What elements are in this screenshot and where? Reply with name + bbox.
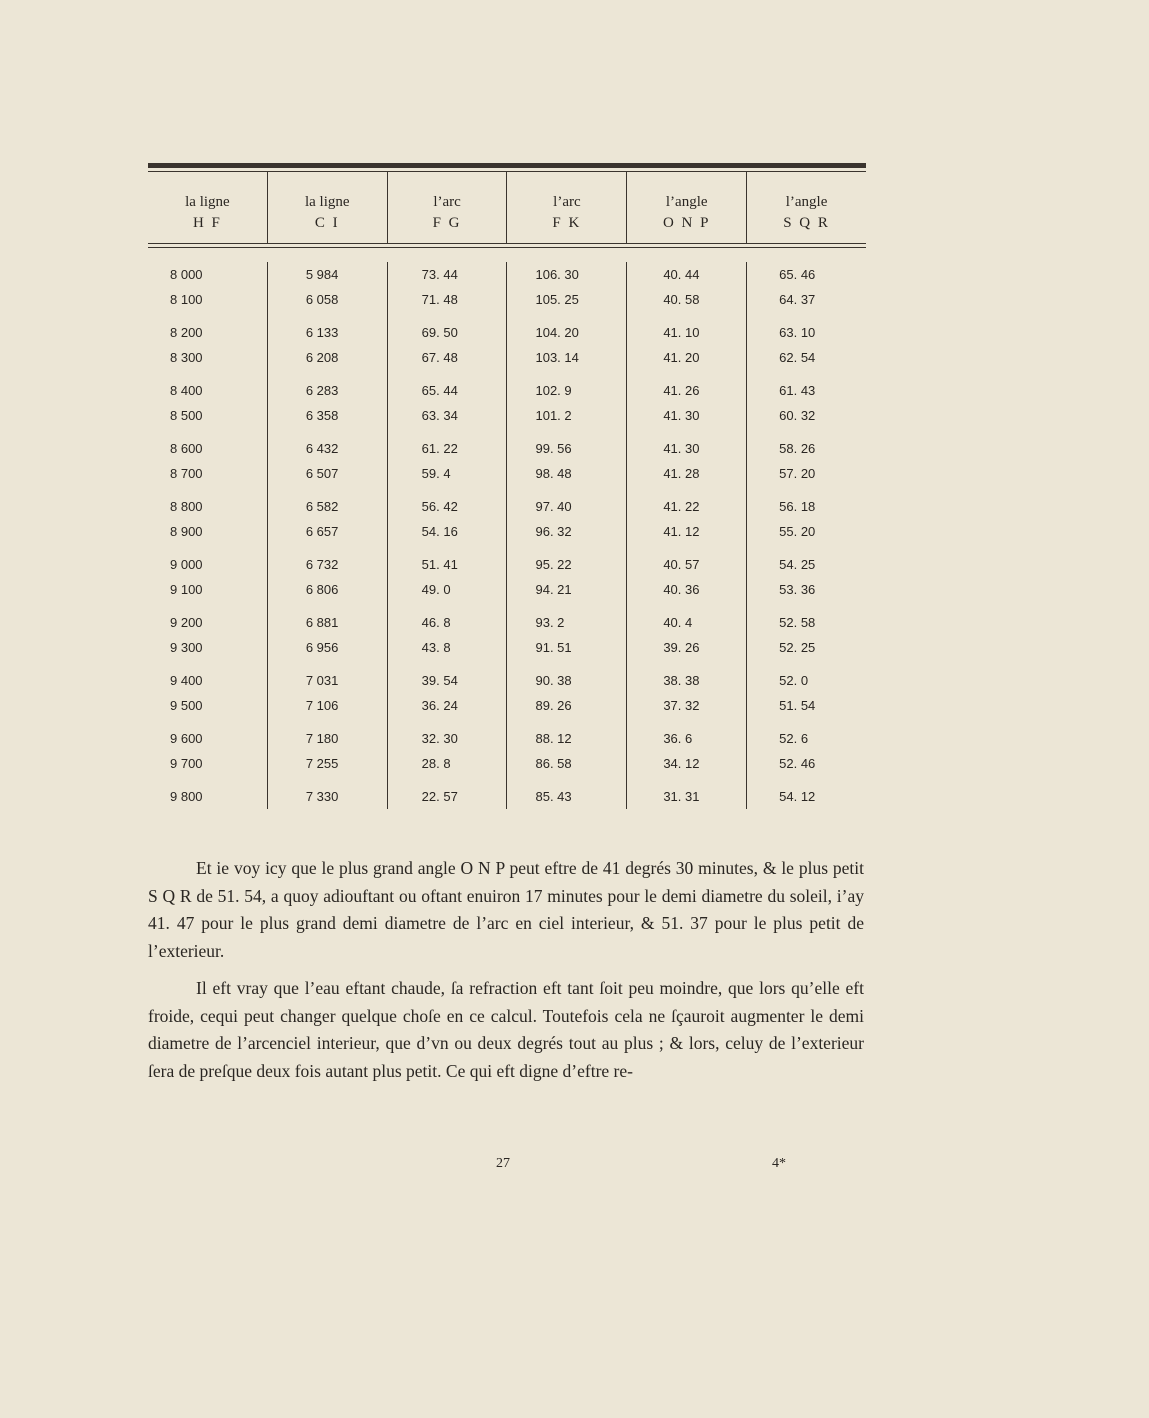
row-gap <box>268 776 387 784</box>
row-gap <box>627 660 746 668</box>
header-line1: l’angle <box>785 194 828 210</box>
table-cell: 31. 31 <box>663 789 700 804</box>
table-cell: 89. 26 <box>535 698 572 713</box>
table-cell: 60. 32 <box>779 408 816 423</box>
row-gap <box>388 428 507 436</box>
header-line2: C I <box>314 215 340 231</box>
table-cell: 40. 44 <box>663 267 700 282</box>
row-gap <box>268 544 387 552</box>
row-gap <box>268 312 387 320</box>
table-cell: 61. 22 <box>421 441 458 456</box>
table-cell: 65. 46 <box>779 267 816 282</box>
table-top-rule <box>148 163 866 168</box>
table-cell: 38. 38 <box>663 673 700 688</box>
table-cell: 41. 26 <box>663 383 700 398</box>
row-gap <box>507 312 626 320</box>
table-cell: 6 881 <box>305 615 339 630</box>
table-cell: 101. 2 <box>535 408 572 423</box>
row-gap <box>388 312 507 320</box>
table-cell: 41. 10 <box>663 325 700 340</box>
table-cell: 103. 14 <box>535 350 579 365</box>
table-cell: 94. 21 <box>535 582 572 597</box>
table-cell: 8 400 <box>170 383 203 398</box>
row-gap <box>268 428 387 436</box>
table-cell: 85. 43 <box>535 789 572 804</box>
header-sqr <box>747 172 866 243</box>
table-cell: 8 200 <box>170 325 203 340</box>
table-column <box>148 262 268 809</box>
table-column <box>507 262 627 809</box>
row-gap <box>148 312 267 320</box>
table-cell: 41. 30 <box>663 408 700 423</box>
table-cell: 6 657 <box>305 524 339 539</box>
table-cell: 52. 25 <box>779 640 816 655</box>
page-number: 27 <box>496 1156 510 1171</box>
row-gap <box>148 544 267 552</box>
row-gap <box>388 544 507 552</box>
row-gap <box>148 370 267 378</box>
table-cell: 41. 12 <box>663 524 700 539</box>
row-gap <box>268 602 387 610</box>
data-table <box>148 163 866 809</box>
table-cell: 63. 34 <box>421 408 458 423</box>
table-cell: 5 984 <box>305 267 339 282</box>
table-cell: 36. 6 <box>663 731 693 746</box>
table-cell: 40. 4 <box>663 615 693 630</box>
table-cell: 7 106 <box>305 698 339 713</box>
table-cell: 43. 8 <box>421 640 451 655</box>
table-cell: 8 600 <box>170 441 203 456</box>
row-gap <box>507 370 626 378</box>
table-cell: 55. 20 <box>779 524 816 539</box>
row-gap <box>148 776 267 784</box>
table-cell: 90. 38 <box>535 673 572 688</box>
table-cell: 32. 30 <box>421 731 458 746</box>
row-gap <box>148 486 267 494</box>
table-cell: 54. 25 <box>779 557 816 572</box>
table-cell: 6 956 <box>305 640 339 655</box>
header-line2: H F <box>192 215 222 231</box>
paragraph: Il eft vray que l’eau eftant chaude, ſa refraction eft tant ſoit peu moindre, que lors qu’elle eft froide, cequi peut changer quelque choſe en ce calcul. Toutefois cela ne ſçauroit augmenter le demi diametre de l’arcenciel interieur, que d’vn ou deux degrés tout au plus ; & lors, celuy de l’exterieur ſera de preſque deux fois autant plus petit. Ce qui eft digne d’eftre re- <box>148 978 864 1081</box>
row-gap <box>627 486 746 494</box>
table-cell: 39. 26 <box>663 640 700 655</box>
row-gap <box>148 602 267 610</box>
header-hf <box>148 172 268 243</box>
table-cell: 9 000 <box>170 557 203 572</box>
table-header-row <box>148 172 866 243</box>
table-cell: 41. 20 <box>663 350 700 365</box>
body-text <box>148 855 864 1095</box>
table-cell: 98. 48 <box>535 466 572 481</box>
table-cell: 106. 30 <box>535 267 579 282</box>
row-gap <box>627 428 746 436</box>
table-cell: 6 507 <box>305 466 339 481</box>
table-cell: 36. 24 <box>421 698 458 713</box>
table-cell: 22. 57 <box>421 789 458 804</box>
row-gap <box>747 544 866 552</box>
table-cell: 9 800 <box>170 789 203 804</box>
header-line2: S Q R <box>783 215 830 231</box>
header-line1: l’arc <box>433 194 461 210</box>
table-cell: 73. 44 <box>421 267 458 282</box>
table-cell: 97. 40 <box>535 499 572 514</box>
row-gap <box>747 486 866 494</box>
header-fg <box>388 172 508 243</box>
table-cell: 9 700 <box>170 756 203 771</box>
table-cell: 6 058 <box>305 292 339 307</box>
table-cell: 54. 12 <box>779 789 816 804</box>
row-gap <box>388 370 507 378</box>
row-gap <box>507 486 626 494</box>
table-column <box>627 262 747 809</box>
header-line2: O N P <box>662 215 711 231</box>
table-cell: 91. 51 <box>535 640 572 655</box>
row-gap <box>268 660 387 668</box>
table-cell: 7 031 <box>305 673 339 688</box>
row-gap <box>747 312 866 320</box>
row-gap <box>627 776 746 784</box>
row-gap <box>148 660 267 668</box>
header-line1: l’arc <box>553 194 581 210</box>
header-line1: l’angle <box>665 194 708 210</box>
table-column <box>747 262 866 809</box>
table-cell: 8 300 <box>170 350 203 365</box>
table-cell: 8 000 <box>170 267 203 282</box>
row-gap <box>507 428 626 436</box>
row-gap <box>148 718 267 726</box>
table-cell: 6 432 <box>305 441 339 456</box>
table-cell: 7 330 <box>305 789 339 804</box>
paragraph: Et ie voy icy que le plus grand angle O N P peut eftre de 41 degrés 30 minutes, & le plus petit S Q R de 51. 54, a quoy adiouftant ou oftant enuiron 17 minutes pour le demi diametre du soleil, i’ay 41. 47 pour le plus grand demi diametre de l’arc en ciel interieur, & 51. 37 pour le plus petit de l’exterieur. <box>148 858 864 961</box>
table-cell: 6 133 <box>305 325 339 340</box>
table-cell: 9 600 <box>170 731 203 746</box>
table-cell: 28. 8 <box>421 756 451 771</box>
table-cell: 71. 48 <box>421 292 458 307</box>
table-cell: 86. 58 <box>535 756 572 771</box>
table-cell: 63. 10 <box>779 325 816 340</box>
table-cell: 9 200 <box>170 615 203 630</box>
table-cell: 9 500 <box>170 698 203 713</box>
table-cell: 96. 32 <box>535 524 572 539</box>
table-cell: 95. 22 <box>535 557 572 572</box>
table-cell: 7 180 <box>305 731 339 746</box>
row-gap <box>268 486 387 494</box>
table-cell: 41. 22 <box>663 499 700 514</box>
row-gap <box>747 602 866 610</box>
table-cell: 40. 58 <box>663 292 700 307</box>
table-cell: 56. 42 <box>421 499 458 514</box>
row-gap <box>627 312 746 320</box>
row-gap <box>148 428 267 436</box>
table-cell: 58. 26 <box>779 441 816 456</box>
table-cell: 6 582 <box>305 499 339 514</box>
table-cell: 52. 0 <box>779 673 809 688</box>
row-gap <box>268 370 387 378</box>
table-cell: 105. 25 <box>535 292 579 307</box>
table-cell: 6 358 <box>305 408 339 423</box>
table-cell: 51. 41 <box>421 557 458 572</box>
row-gap <box>747 660 866 668</box>
table-cell: 69. 50 <box>421 325 458 340</box>
table-cell: 99. 56 <box>535 441 572 456</box>
table-cell: 6 283 <box>305 383 339 398</box>
table-cell: 65. 44 <box>421 383 458 398</box>
table-cell: 39. 54 <box>421 673 458 688</box>
table-cell: 9 100 <box>170 582 203 597</box>
table-cell: 67. 48 <box>421 350 458 365</box>
signature-mark: 4* <box>772 1156 786 1171</box>
table-cell: 9 300 <box>170 640 203 655</box>
table-cell: 40. 57 <box>663 557 700 572</box>
table-cell: 59. 4 <box>421 466 451 481</box>
header-line2: F K <box>552 215 582 231</box>
row-gap <box>388 602 507 610</box>
table-cell: 8 800 <box>170 499 203 514</box>
table-cell: 49. 0 <box>421 582 451 597</box>
table-cell: 88. 12 <box>535 731 572 746</box>
table-cell: 6 208 <box>305 350 339 365</box>
header-onp <box>627 172 747 243</box>
row-gap <box>627 370 746 378</box>
row-gap <box>747 428 866 436</box>
row-gap <box>388 718 507 726</box>
table-cell: 64. 37 <box>779 292 816 307</box>
table-cell: 57. 20 <box>779 466 816 481</box>
table-cell: 8 100 <box>170 292 203 307</box>
row-gap <box>388 660 507 668</box>
table-cell: 56. 18 <box>779 499 816 514</box>
table-cell: 41. 30 <box>663 441 700 456</box>
row-gap <box>507 776 626 784</box>
row-gap <box>388 486 507 494</box>
header-ci <box>268 172 388 243</box>
row-gap <box>627 544 746 552</box>
table-cell: 37. 32 <box>663 698 700 713</box>
row-gap <box>627 602 746 610</box>
table-cell: 41. 28 <box>663 466 700 481</box>
table-cell: 40. 36 <box>663 582 700 597</box>
table-cell: 6 806 <box>305 582 339 597</box>
table-cell: 52. 58 <box>779 615 816 630</box>
row-gap <box>268 718 387 726</box>
table-cell: 102. 9 <box>535 383 572 398</box>
table-cell: 6 732 <box>305 557 339 572</box>
table-cell: 46. 8 <box>421 615 451 630</box>
row-gap <box>747 718 866 726</box>
table-cell: 52. 6 <box>779 731 809 746</box>
table-cell: 51. 54 <box>779 698 816 713</box>
table-cell: 52. 46 <box>779 756 816 771</box>
table-cell: 8 700 <box>170 466 203 481</box>
table-column <box>388 262 508 809</box>
table-cell: 9 400 <box>170 673 203 688</box>
table-cell: 93. 2 <box>535 615 565 630</box>
table-body <box>148 248 866 809</box>
row-gap <box>627 718 746 726</box>
table-cell: 104. 20 <box>535 325 579 340</box>
table-cell: 61. 43 <box>779 383 816 398</box>
header-line2: F G <box>432 215 462 231</box>
row-gap <box>388 776 507 784</box>
row-gap <box>507 602 626 610</box>
table-cell: 8 900 <box>170 524 203 539</box>
row-gap <box>747 776 866 784</box>
header-fk <box>507 172 627 243</box>
table-cell: 34. 12 <box>663 756 700 771</box>
header-line1: la ligne <box>185 194 230 210</box>
row-gap <box>507 718 626 726</box>
table-cell: 7 255 <box>305 756 339 771</box>
table-cell: 53. 36 <box>779 582 816 597</box>
table-cell: 62. 54 <box>779 350 816 365</box>
row-gap <box>507 660 626 668</box>
row-gap <box>747 370 866 378</box>
row-gap <box>507 544 626 552</box>
table-cell: 8 500 <box>170 408 203 423</box>
table-cell: 54. 16 <box>421 524 458 539</box>
table-column <box>268 262 388 809</box>
header-line1: la ligne <box>304 194 350 210</box>
